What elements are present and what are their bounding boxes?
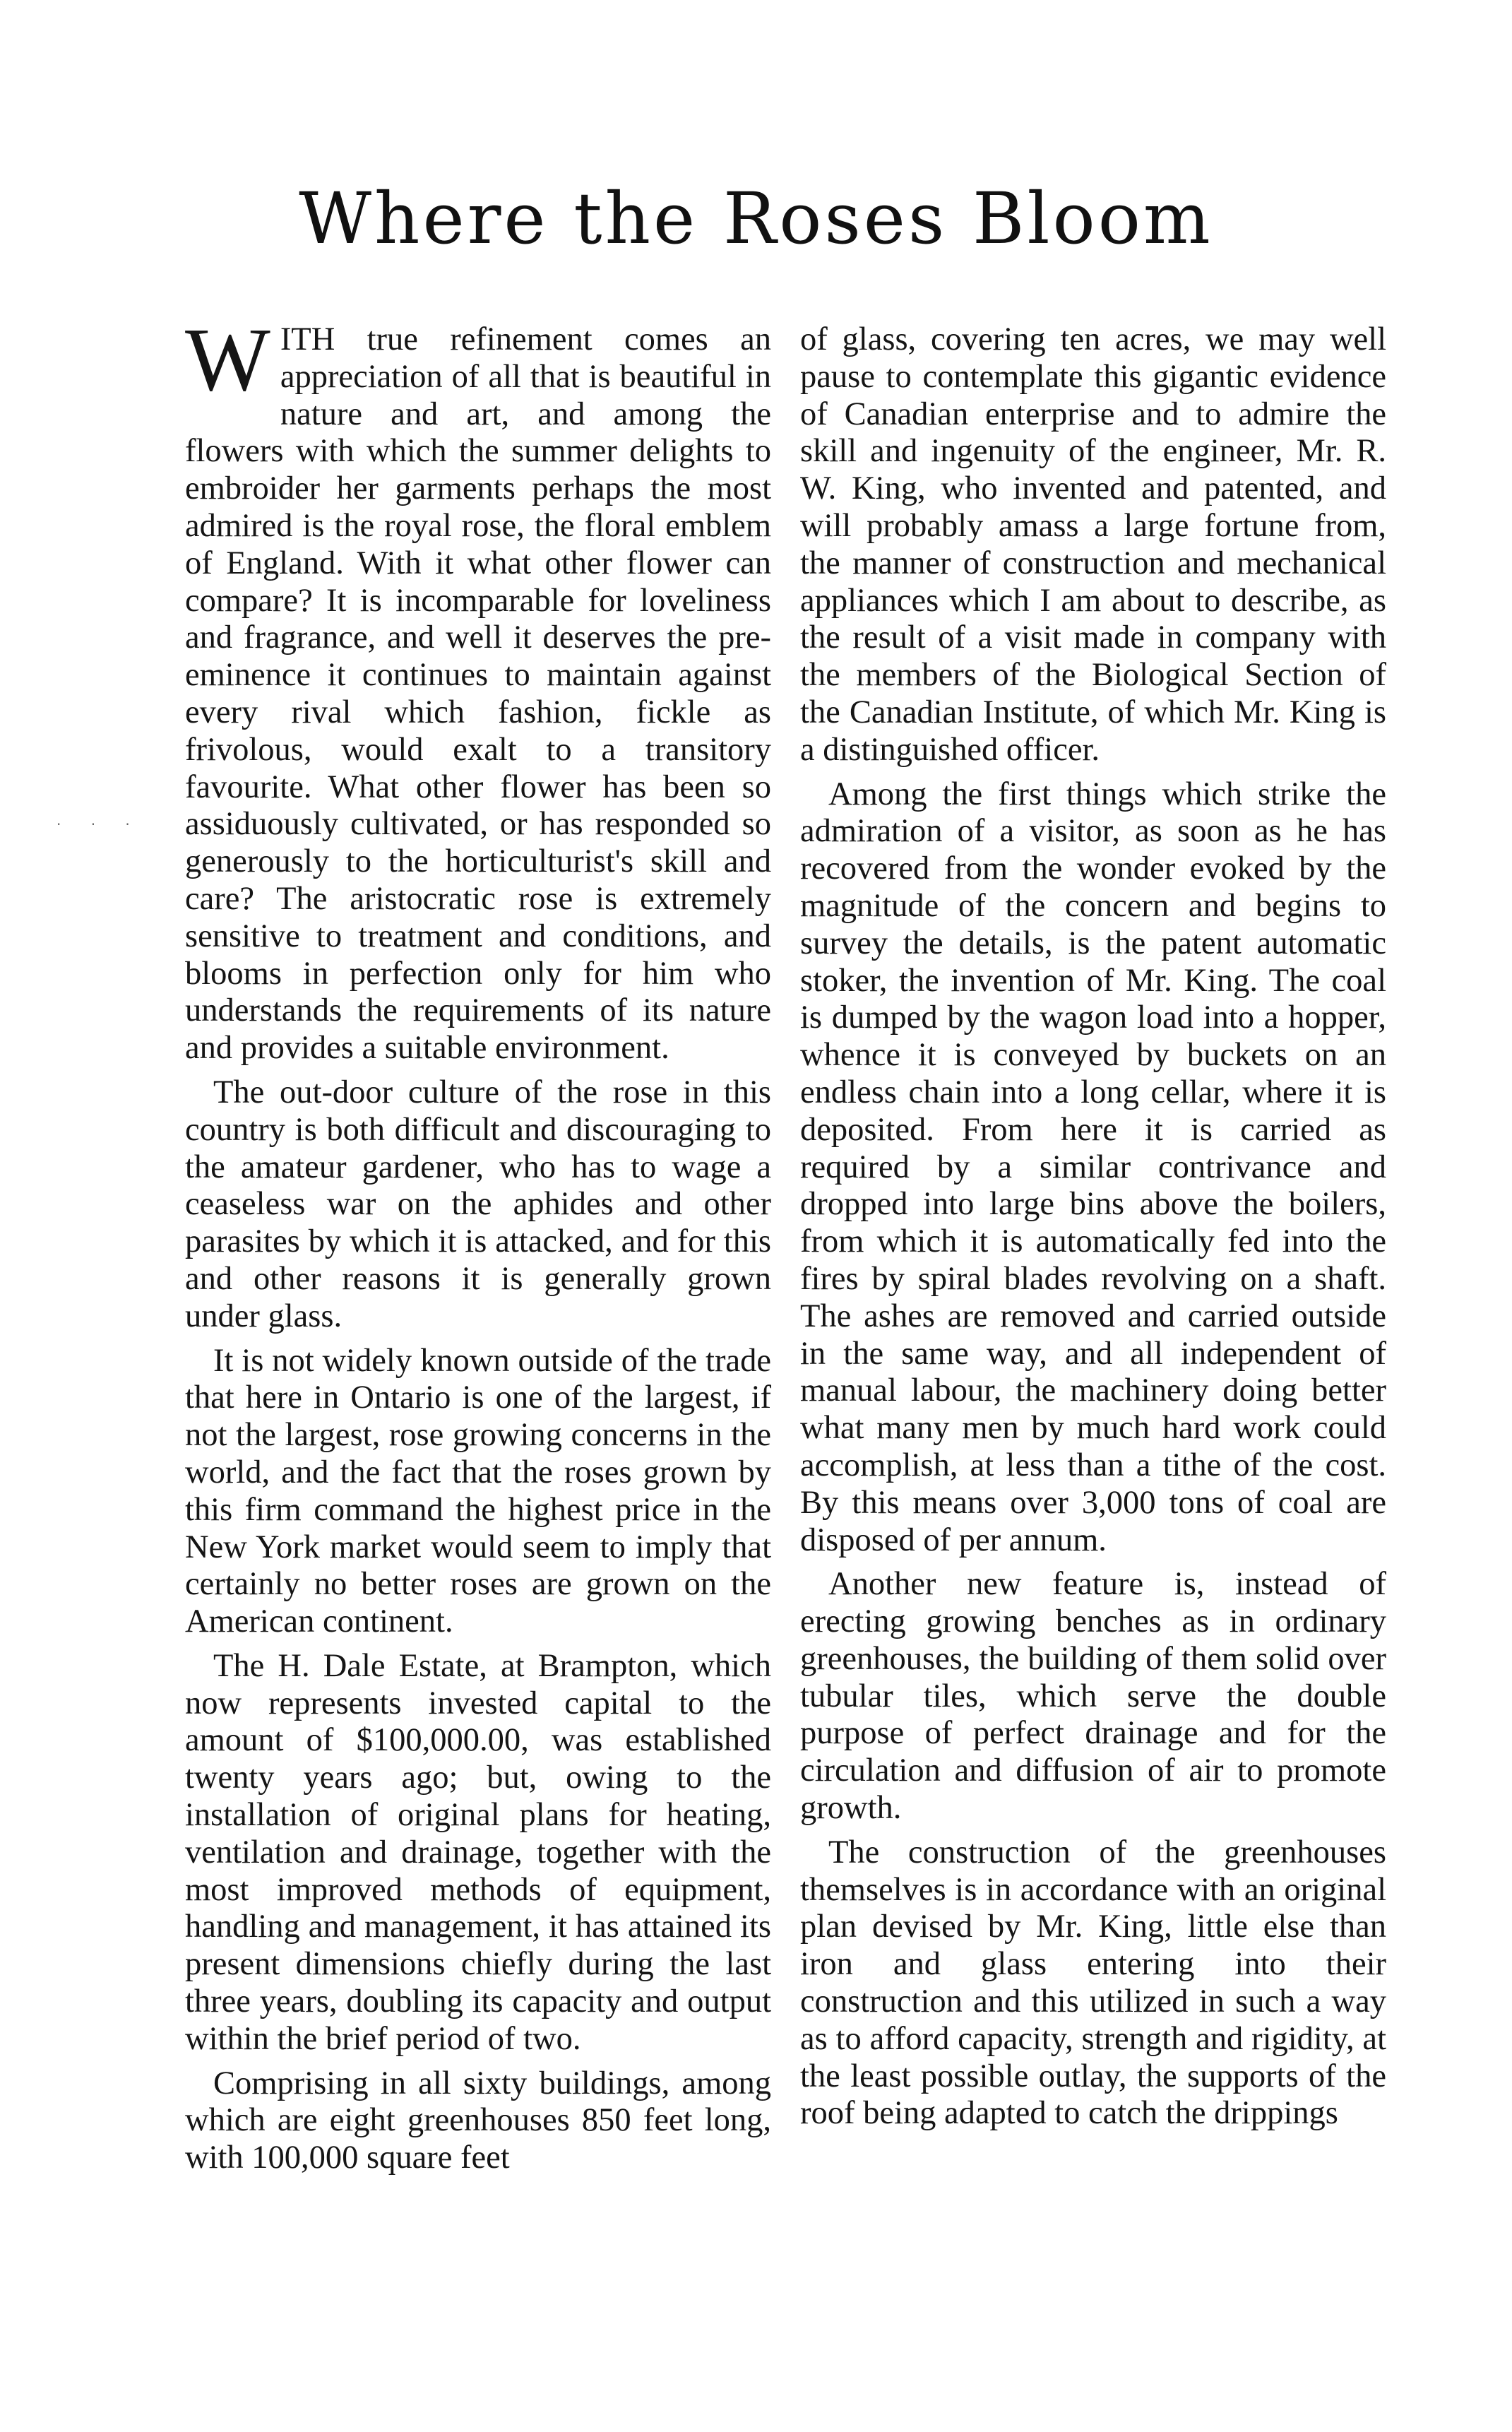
paragraph: The construction of the greenhouses themselves is in accordance with an original plan devised by Mr. King, little else than iron and glass entering into their construction and this utilized in such a way as to afford capacity, strength and rigidity, at the least possible outlay, the supports of the roof being adapted to catch the drippings [800,1834,1386,2132]
paragraph: The out-door culture of the rose in this country is both difficult and discouraging to the amateur gardener, who has to wage a ceaseless war on the aphides and other parasites by which it is attacked, and for this and other reasons it is generally grown under glass. [185,1074,771,1334]
paragraph: Comprising in all sixty buildings, among which are eight greenhouses 850 feet long, with 100,000 square feet [185,2065,771,2176]
paragraph: It is not widely known outside of the trade that here in Ontario is one of the largest, if not the largest, rose growing concerns in the world, and the fact that the roses grown by this firm command the highest price in the New York market would seem to imply that certainly no better roses are grown on the American continent. [185,1342,771,1640]
drop-cap: W [185,309,270,410]
paragraph-text: ITH true refinement comes an appreciation of all that is beautiful in nature and art, and among the flowers with which the summer delights to embroider her garments perhaps the most admired is the royal rose, the floral emblem of England. With it what other flower can compare? It is incomparable for loveliness and fragrance, and well it deserves the pre-eminence it continues to maintain against every rival which fashion, fickle as frivolous, would exalt to a transitory favourite. What other flower has been so assiduously cultivated, or has responded so generously to the horticulturist's skill and care? The aristocratic rose is extremely sensitive to treatment and conditions, and blooms in perfection only for him who understands the requirements of its nature and provides a suitable environment. [185,321,771,1067]
page-title: Where the Roses Bloom [299,177,1213,260]
paragraph: Another new feature is, instead of erecting growing benches as in ordinary greenhouses, the building of them solid over tubular tiles, which serve the double purpose of perfect drainage and for the circulation and diffusion of air to promote growth. [800,1566,1386,1827]
right-column [800,321,1386,2140]
paragraph: of glass, covering ten acres, we may well pause to contemplate this gigantic evidence of Canadian enterprise and to admire the skill and ingenuity of the engineer, Mr. R. W. King, who invented and patented, and will probably amass a large fortune from, the manner of construction and mechanical appliances which I am about to describe, as the result of a visit made in company with the members of the Biological Section of the Canadian Institute, of which Mr. King is a distinguished officer. [800,321,1386,768]
left-column [185,309,771,2184]
paragraph: Among the first things which strike the admiration of a visitor, as soon as he has recovered from the wonder evoked by the magnitude of the concern and begins to survey the details, is the patent automatic stoker, the invention of Mr. King. The coal is dumped by the wagon load into a hopper, whence it is conveyed by buckets on an endless chain into a long cellar, where it is deposited. From here it is carried as required by a similar contrivance and dropped into large bins above the boilers, from which it is automatically fed into the fires by spiral blades revolving on a shaft. The ashes are removed and carried outside in the same way, and all independent of manual labour, the machinery doing better what many men by much hard work could accomplish, at less than a tithe of the cost. By this means over 3,000 tons of coal are disposed of per annum. [800,776,1386,1558]
margin-marks: · · · [56,816,143,833]
paragraph [185,309,771,1067]
paragraph: The H. Dale Estate, at Brampton, which now represents invested capital to the amount of $100,000.00, was established twenty years ago; but, owing to the installation of original plans for heating, ventilation and drainage, together with the most improved methods of equipment, handling and management, it has attained its present dimensions chiefly during the last three years, doubling its capacity and output within the brief period of two. [185,1647,771,2057]
